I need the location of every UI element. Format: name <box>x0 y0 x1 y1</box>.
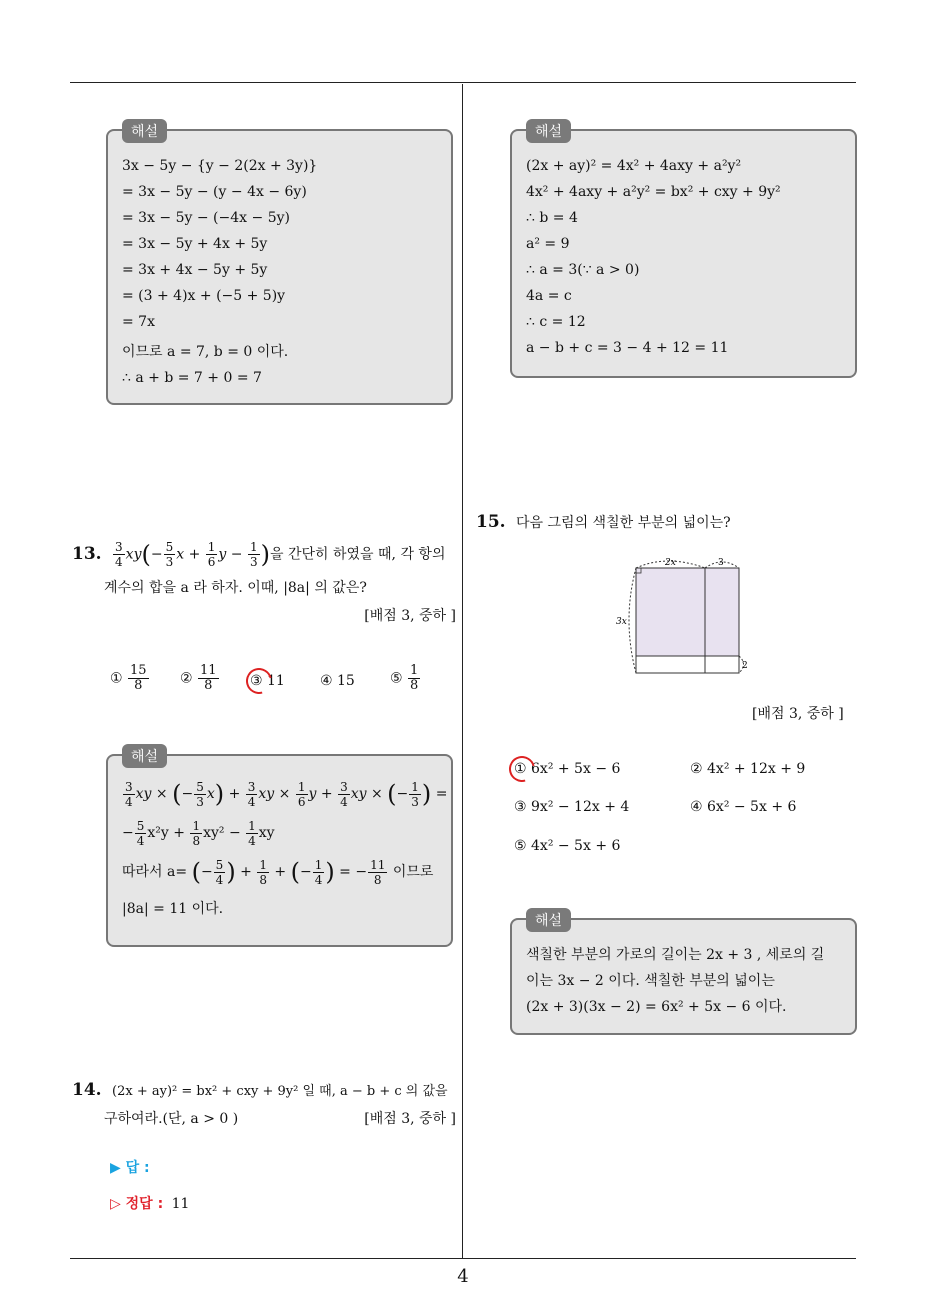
choice-5[interactable]: ⑤ $\frac{1}{8}$ <box>390 663 419 693</box>
area-figure <box>612 552 752 684</box>
choice-4[interactable]: ④ 15 <box>320 673 355 689</box>
solution-line: − $\frac{5}{4}$ x²y + $\frac{1}{8}$ xy² − $\frac{1}{4}$ xy <box>122 818 275 848</box>
choice-2[interactable]: ② 4x² + 12x + 9 <box>690 761 806 777</box>
score-label: [배점 3, 중하 ] <box>752 706 844 722</box>
solution-box-15 <box>510 913 857 1035</box>
question-14 <box>72 1080 456 1128</box>
question-13: 13. $\frac{3}{4}$ xy(− $\frac{5}{3}$ x + $\frac{1}{6}$ y − $\frac{1}{3}$ )을 간단히 하였을 때, 각 항의 계수의 합을 a 라 하자. 이때, |8a| 의 값은? [배점 3, 중하 ] <box>72 540 456 624</box>
choice-4[interactable]: ④ 6x² − 5x + 6 <box>690 799 797 815</box>
solution-line: = (3 + 4)x + (−5 + 5)y <box>122 288 286 304</box>
fraction: $\frac{1}{6}$ <box>207 540 216 569</box>
question-text: 구하여라.(단, a > 0 ) <box>104 1111 239 1127</box>
question-number: 13. <box>72 543 102 564</box>
score-label: [배점 3, 중하 ] <box>364 1111 456 1127</box>
solution-line: 4a = c <box>526 288 572 304</box>
solution-line: ∴ b = 4 <box>526 210 578 226</box>
column-divider <box>462 84 463 1258</box>
choice-1[interactable]: ① $\frac{15}{8}$ <box>110 663 147 693</box>
solution-line: 이므로 a = 7, b = 0 이다. <box>122 344 289 360</box>
question-text: (2x + ay)² = bx² + cxy + 9y² 일 때, a − b + c 의 값을 <box>112 1084 448 1099</box>
top-rule <box>70 82 856 83</box>
label-top-left: 2x <box>665 558 676 568</box>
solution-box-13 <box>106 749 453 947</box>
solution-line: a − b + c = 3 − 4 + 12 = 11 <box>526 340 729 356</box>
solution-line: ∴ c = 12 <box>526 314 586 330</box>
solution-line: = 7x <box>122 314 155 330</box>
solution-line: ∴ a = 3(∵ a > 0) <box>526 262 640 278</box>
solution-line: 3x − 5y − {y − 2(2x + 3y)} <box>122 158 318 174</box>
correct-answer: ▷ 정답 : 11 <box>110 1196 190 1212</box>
page-number: 4 <box>457 1266 469 1287</box>
label-top-right: 3 <box>718 558 724 568</box>
solution-line: ∴ a + b = 7 + 0 = 7 <box>122 370 262 386</box>
label-right: 2 <box>742 661 748 671</box>
question-text: 다음 그림의 색칠한 부분의 넓이는? <box>516 515 731 531</box>
solution-line: 이는 3x − 2 이다. 색칠한 부분의 넓이는 <box>526 973 775 989</box>
question-text: 계수의 합을 a 라 하자. 이때, |8a| 의 값은? <box>104 580 367 596</box>
solution-tag: 해설 <box>122 119 167 143</box>
choice-1[interactable]: ① 6x² + 5x − 6 <box>514 761 621 777</box>
solution-line: = 3x − 5y + 4x + 5y <box>122 236 268 252</box>
solution-line: a² = 9 <box>526 236 570 252</box>
solution-line: = 3x − 5y − (y − 4x − 6y) <box>122 184 307 200</box>
fraction: $\frac{3}{4}$ <box>115 540 123 569</box>
solution-tag: 해설 <box>526 119 571 143</box>
question-number: 15. <box>476 512 506 532</box>
question-text: 을 간단히 하였을 때, 각 항의 <box>270 546 446 563</box>
solution-line: 4x² + 4axy + a²y² = bx² + cxy + 9y² <box>526 184 781 200</box>
solution-tag: 해설 <box>526 908 571 932</box>
solution-box-12 <box>106 124 453 405</box>
selected-answer-mark <box>241 663 277 699</box>
choice-5[interactable]: ⑤ 4x² − 5x + 6 <box>514 838 621 854</box>
selected-answer-mark <box>504 751 540 787</box>
answer-label: ▶ 답 : <box>110 1160 150 1176</box>
solution-line: (2x + ay)² = 4x² + 4axy + a²y² <box>526 158 742 174</box>
choice-3[interactable]: ③ 9x² − 12x + 4 <box>514 799 630 815</box>
fraction: $\frac{1}{3}$ <box>249 540 258 569</box>
choice-3[interactable]: ③ 11 <box>250 673 285 689</box>
solution-box-14 <box>510 124 857 378</box>
fraction: $\frac{5}{3}$ <box>165 540 174 569</box>
bottom-rule <box>70 1258 856 1259</box>
question-15 <box>476 512 731 532</box>
solution-tag: 해설 <box>122 744 167 768</box>
solution-line: 색칠한 부분의 가로의 길이는 2x + 3 , 세로의 길 <box>526 947 825 963</box>
question-number: 14. <box>72 1080 102 1100</box>
solution-line: (2x + 3)(3x − 2) = 6x² + 5x − 6 이다. <box>526 999 787 1015</box>
solution-line: |8a| = 11 이다. <box>122 901 224 917</box>
expr-term: xy <box>125 546 142 563</box>
solution-line: = 3x + 4x − 5y + 5y <box>122 262 268 278</box>
solution-line: = 3x − 5y − (−4x − 5y) <box>122 210 290 226</box>
solution-line: $\frac{3}{4}$ xy × (− $\frac{5}{3}$ x) + $\frac{3}{4}$ xy × $\frac{1}{6}$ y + $\frac{3}{4}$ xy × (− $\frac{1}{3}$ ) = <box>125 779 448 809</box>
solution-line: 따라서 a= (− $\frac{5}{4}$ ) + $\frac{1}{8}$ + (− $\frac{1}{4}$ ) = − $\frac{11}{8}$ 이므로 <box>122 857 434 887</box>
choice-2[interactable]: ② $\frac{11}{8}$ <box>180 663 217 693</box>
score-label: [배점 3, 중하 ] <box>364 608 456 624</box>
label-left: 3x <box>616 617 627 627</box>
shaded-region <box>636 568 739 656</box>
